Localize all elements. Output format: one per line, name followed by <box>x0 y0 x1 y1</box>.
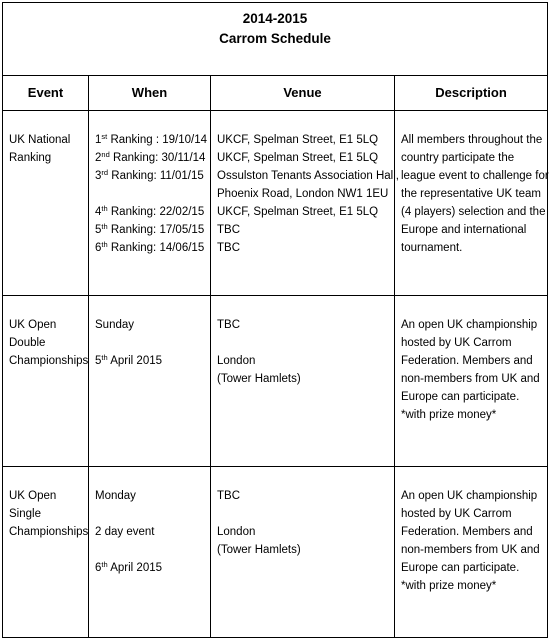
venue-line: TBC <box>217 224 240 236</box>
event-day: Sunday <box>95 319 135 331</box>
ranking-date: 4th Ranking: 22/02/15 <box>95 204 205 218</box>
event-name-line: UK National <box>9 134 71 146</box>
description-line: non-members from UK and <box>401 544 540 556</box>
title-name: Carrom Schedule <box>219 31 331 46</box>
ranking-date: 2nd Ranking: 30/11/14 <box>95 150 206 164</box>
event-name-line: UK Open <box>9 490 57 502</box>
header-when: When <box>89 76 211 111</box>
event-cell <box>3 111 89 296</box>
description-line: Europe can participate. <box>401 391 520 403</box>
description-line: All members throughout the <box>401 134 543 146</box>
description-line: (4 players) selection and the <box>401 206 546 218</box>
venue-line: Phoenix Road, London NW1 1EU <box>217 188 389 200</box>
venue-status: TBC <box>217 490 240 502</box>
description-cell <box>395 467 548 638</box>
description-line: non-members from UK and <box>401 373 540 385</box>
venue-line: Ossulston Tenants Association Hall, <box>217 170 399 182</box>
description-line: Europe and international <box>401 224 527 236</box>
description-line: An open UK championship <box>401 490 538 502</box>
header-row <box>3 76 548 111</box>
venue-cell <box>211 467 395 638</box>
event-cell <box>3 296 89 467</box>
description-cell <box>395 296 548 467</box>
ranking-date: 3rd Ranking: 11/01/15 <box>95 168 204 182</box>
event-date: 6th April 2015 <box>95 560 163 574</box>
table-row <box>3 467 548 638</box>
venue-area: (Tower Hamlets) <box>217 373 301 385</box>
title-season: 2014-2015 <box>242 11 308 26</box>
event-name-line: Championships <box>9 526 89 538</box>
description-line: Federation. Members and <box>401 355 533 367</box>
venue-line: UKCF, Spelman Street, E1 5LQ <box>217 152 379 164</box>
ranking-date: 5th Ranking: 17/05/15 <box>95 222 205 236</box>
table-row <box>3 296 548 467</box>
venue-line: UKCF, Spelman Street, E1 5LQ <box>217 134 379 146</box>
description-line: An open UK championship <box>401 319 538 331</box>
description-line: league event to challenge for <box>401 170 549 182</box>
description-line: Federation. Members and <box>401 526 533 538</box>
venue-status: TBC <box>217 319 240 331</box>
event-date: 5th April 2015 <box>95 353 163 367</box>
schedule-title <box>3 3 548 76</box>
event-name-line: Championships <box>9 355 89 367</box>
event-duration: 2 day event <box>95 526 155 538</box>
event-name-line: Ranking <box>9 152 52 164</box>
description-cell <box>395 111 548 296</box>
header-description: Description <box>395 76 548 111</box>
description-line: the representative UK team <box>401 188 541 200</box>
event-name-line: Double <box>9 337 46 349</box>
carrom-schedule-table <box>2 2 548 638</box>
description-line: hosted by UK Carrom <box>401 508 512 520</box>
description-line: hosted by UK Carrom <box>401 337 512 349</box>
description-line: country participate the <box>401 152 515 164</box>
venue-cell <box>211 111 399 296</box>
description-line: Europe can participate. <box>401 562 520 574</box>
event-day: Monday <box>95 490 136 502</box>
ranking-date: 6th Ranking: 14/06/15 <box>95 240 205 254</box>
when-cell <box>89 296 211 467</box>
when-cell <box>89 111 211 296</box>
venue-line: TBC <box>217 242 240 254</box>
event-name-line: Single <box>9 508 41 520</box>
venue-area: (Tower Hamlets) <box>217 544 301 556</box>
description-line: *with prize money* <box>401 409 497 421</box>
description-line: *with prize money* <box>401 580 497 592</box>
venue-city: London <box>217 355 256 367</box>
ranking-date: 1st Ranking : 19/10/14 <box>95 132 207 146</box>
header-venue: Venue <box>211 76 395 111</box>
table-row <box>3 111 548 296</box>
venue-city: London <box>217 526 256 538</box>
venue-cell <box>211 296 395 467</box>
header-event: Event <box>3 76 89 111</box>
when-cell <box>89 467 211 638</box>
description-line: tournament. <box>401 242 463 254</box>
event-name-line: UK Open <box>9 319 57 331</box>
venue-line: UKCF, Spelman Street, E1 5LQ <box>217 206 379 218</box>
event-cell <box>3 467 89 638</box>
